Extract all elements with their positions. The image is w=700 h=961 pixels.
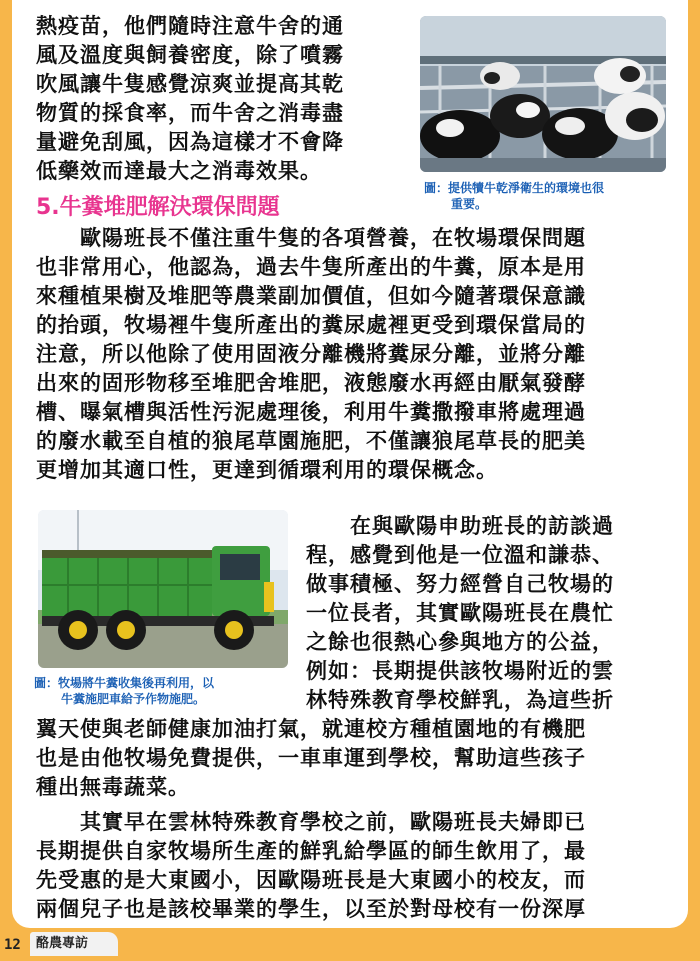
text-line: 一位長者，其實歐陽班長在農忙 — [306, 601, 614, 625]
caption-line: 重要。 — [451, 197, 488, 211]
caption-line: 圖：提供犢牛乾淨衛生的環境也很 — [424, 181, 605, 195]
page-number: 12 — [4, 937, 21, 953]
manure-spreader-truck-photo — [38, 510, 288, 668]
text-line: 也是由他牧場免費提供，一車車運到學校，幫助這些孩子 — [36, 746, 586, 770]
text-line: 歐陽班長不僅注重牛隻的各項營養，在牧場環保問題 — [36, 226, 586, 250]
text-line: 出來的固形物移至堆肥舍堆肥，液態廢水再經由厭氣發酵 — [36, 371, 586, 395]
text-line: 程，感覺到他是一位溫和謙恭、 — [306, 543, 614, 567]
paragraph-2 — [36, 224, 676, 485]
paragraph-4 — [36, 808, 676, 924]
text-line: 低藥效而達最大之消毒效果。 — [36, 159, 322, 183]
calves-in-barn-photo — [420, 16, 666, 172]
photo-1-caption — [424, 180, 674, 212]
text-line: 林特殊教育學校鮮乳，為這些折 — [306, 688, 614, 712]
text-line: 熱疫苗，他們隨時注意牛舍的通 — [36, 14, 344, 38]
text-line: 做事積極、努力經營自己牧場的 — [306, 572, 614, 596]
paragraph-3-full — [36, 715, 676, 802]
text-line: 槽、曝氣槽與活性污泥處理後，利用牛糞撒撥車將處理過 — [36, 400, 586, 424]
text-line: 量避免刮風，因為這樣才不會降 — [36, 130, 344, 154]
text-line: 風及溫度與飼養密度，除了噴霧 — [36, 43, 344, 67]
paragraph-3-side — [306, 512, 676, 715]
section-heading: 5.牛糞堆肥解決環保問題 — [36, 195, 280, 220]
text-line: 在與歐陽申助班長的訪談過 — [306, 514, 614, 538]
truck-photo-graphic — [38, 510, 288, 668]
caption-line: 牛糞施肥車給予作物施肥。 — [61, 692, 206, 706]
text-line: 種出無毒蔬菜。 — [36, 775, 190, 799]
text-line: 兩個兒子也是該校畢業的學生，以至於對母校有一份深厚 — [36, 897, 586, 921]
calves-photo-graphic — [420, 16, 666, 172]
text-line: 的廢水載至自植的狼尾草園施肥，不僅讓狼尾草長的肥美 — [36, 429, 586, 453]
text-line: 例如：長期提供該牧場附近的雲 — [306, 659, 614, 683]
text-line: 長期提供自家牧場所生產的鮮乳給學區的師生飲用了，最 — [36, 839, 586, 863]
text-line: 的抬頭，牧場裡牛隻所產出的糞尿處裡更受到環保當局的 — [36, 313, 586, 337]
section-label: 酪農專訪 — [30, 932, 118, 956]
text-line: 之餘也很熱心參與地方的公益， — [306, 630, 614, 654]
text-line: 翼天使與老師健康加油打氣，就連校方種植園地的有機肥 — [36, 717, 586, 741]
caption-line: 圖：牧場將牛糞收集後再利用，以 — [34, 676, 215, 690]
text-line: 也非常用心，他認為，過去牛隻所產出的牛糞，原本是用 — [36, 255, 586, 279]
text-line: 吹風讓牛隻感覺涼爽並提高其乾 — [36, 72, 344, 96]
text-line: 物質的採食率，而牛舍之消毒盡 — [36, 101, 344, 125]
text-line: 注意，所以他除了使用固液分離機將糞尿分離，並將分離 — [36, 342, 586, 366]
text-line: 先受惠的是大東國小，因歐陽班長是大東國小的校友，而 — [36, 868, 586, 892]
paragraph-1 — [36, 12, 416, 186]
text-line: 其實早在雲林特殊教育學校之前，歐陽班長夫婦即已 — [36, 810, 586, 834]
text-line: 更增加其適口性，更達到循環利用的環保概念。 — [36, 458, 498, 482]
text-line: 來種植果樹及堆肥等農業副加價值，但如今隨著環保意識 — [36, 284, 586, 308]
photo-2-caption — [34, 675, 294, 707]
